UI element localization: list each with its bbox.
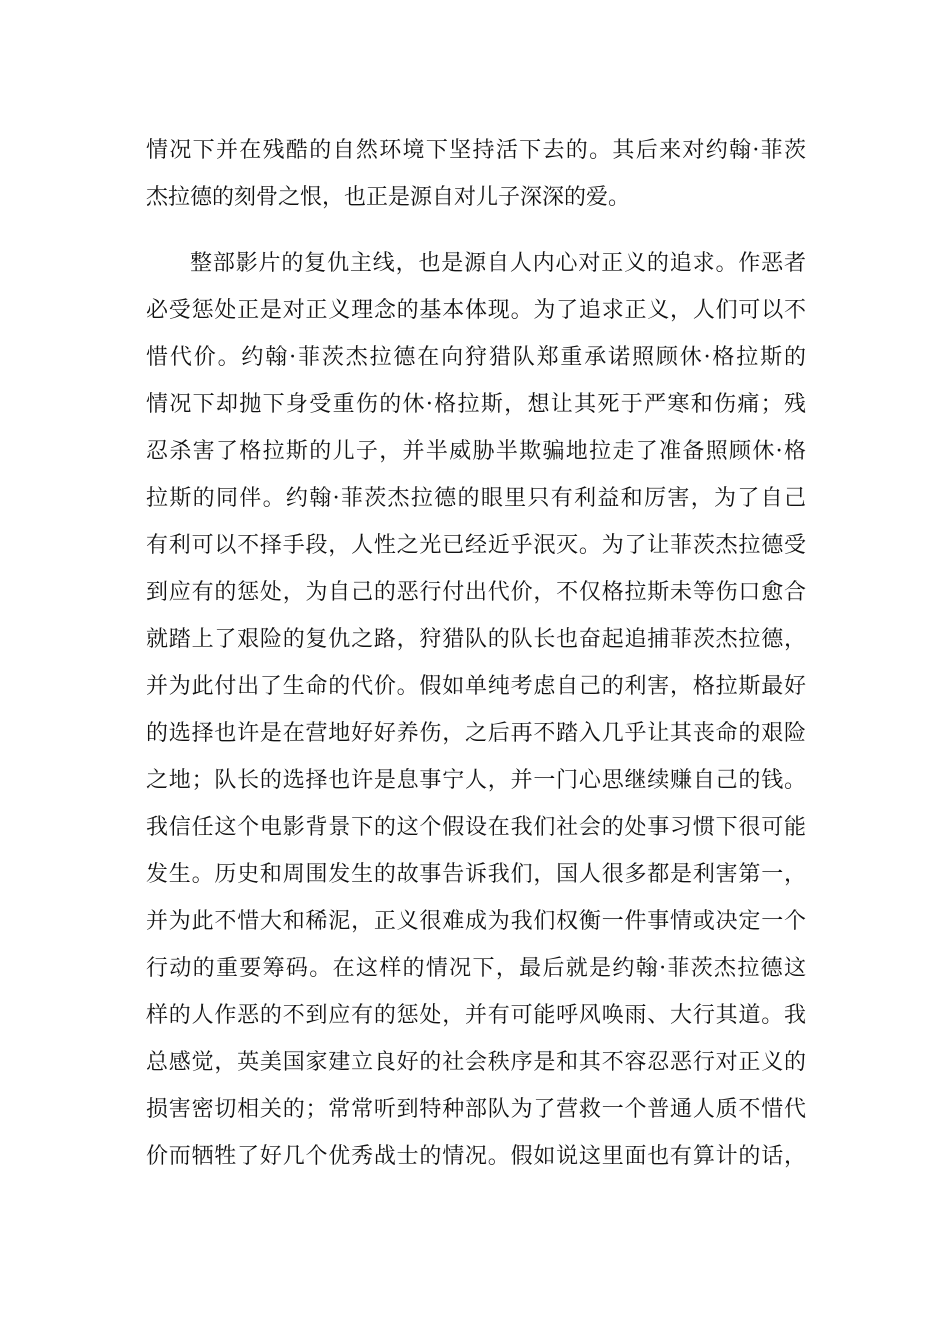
text-line: 就踏上了艰险的复仇之路，狩猎队的队长也奋起追捕菲茨杰拉德，	[146, 627, 806, 652]
text-line: 之地；队长的选择也许是息事宁人，并一门心思继续赚自己的钱。	[146, 768, 806, 793]
text-line: 到应有的惩处，为自己的恶行付出代价，不仅格拉斯未等伤口愈合	[146, 580, 806, 605]
paragraph-1	[146, 127, 806, 221]
text-line: 的选择也许是在营地好好养伤，之后再不踏入几乎让其丧命的艰险	[146, 721, 806, 746]
text-line: 有利可以不择手段，人性之光已经近乎泯灭。为了让菲茨杰拉德受	[146, 533, 806, 558]
text-line: 行动的重要筹码。在这样的情况下，最后就是约翰·菲茨杰拉德这	[146, 956, 806, 981]
text-line: 并为此不惜大和稀泥，正义很难成为我们权衡一件事情或决定一个	[146, 909, 806, 934]
text-line: 价而牺牲了好几个优秀战士的情况。假如说这里面也有算计的话，	[146, 1144, 806, 1169]
text-line: 总感觉，英美国家建立良好的社会秩序是和其不容忍恶行对正义的	[146, 1050, 806, 1075]
document-body	[146, 127, 806, 1227]
text-line: 发生。历史和周围发生的故事告诉我们，国人很多都是利害第一，	[146, 862, 806, 887]
text-line: 拉斯的同伴。约翰·菲茨杰拉德的眼里只有利益和厉害，为了自己	[146, 486, 806, 511]
text-line: 情况下却抛下身受重伤的休·格拉斯，想让其死于严寒和伤痛；残	[146, 392, 806, 417]
text-line: 情况下并在残酷的自然环境下坚持活下去的。其后来对约翰·菲茨	[146, 138, 806, 163]
paragraph-2	[146, 240, 806, 1227]
text-line: 并为此付出了生命的代价。假如单纯考虑自己的利害，格拉斯最好	[146, 674, 806, 699]
text-line: 必受惩处正是对正义理念的基本体现。为了追求正义，人们可以不	[146, 298, 806, 323]
text-line: 样的人作恶的不到应有的惩处，并有可能呼风唤雨、大行其道。我	[146, 1003, 806, 1028]
text-line: 惜代价。约翰·菲茨杰拉德在向狩猎队郑重承诺照顾休·格拉斯的	[146, 345, 806, 370]
text-line: 整部影片的复仇主线，也是源自人内心对正义的追求。作恶者	[190, 251, 806, 276]
text-line: 我信任这个电影背景下的这个假设在我们社会的处事习惯下很可能	[146, 815, 806, 840]
text-line: 损害密切相关的；常常听到特种部队为了营救一个普通人质不惜代	[146, 1097, 806, 1122]
text-line	[146, 1180, 806, 1227]
text-line: 忍杀害了格拉斯的儿子，并半威胁半欺骗地拉走了准备照顾休·格	[146, 439, 806, 464]
text-line: 杰拉德的刻骨之恨，也正是源自对儿子深深的爱。	[146, 185, 631, 210]
